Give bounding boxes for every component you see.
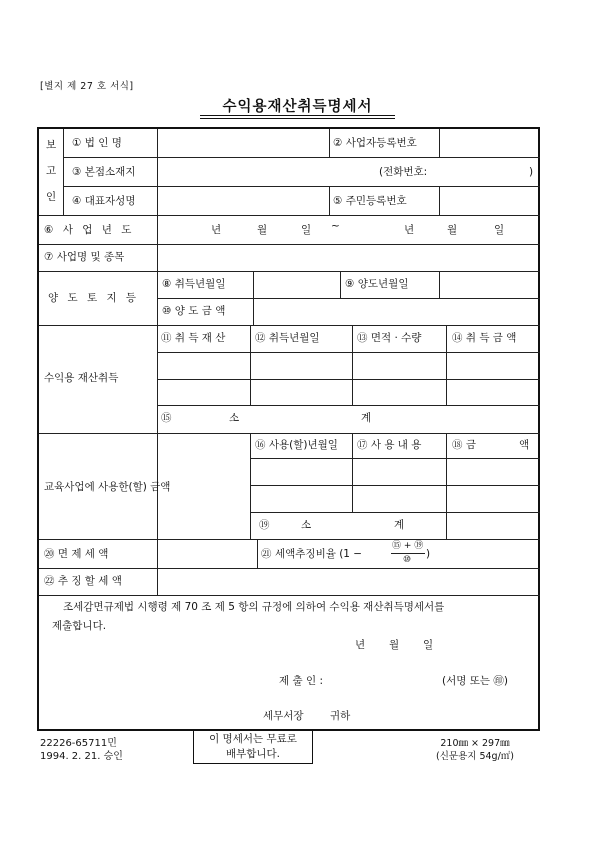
business-type-field[interactable] bbox=[158, 245, 538, 270]
free-distribution-notice bbox=[193, 730, 313, 764]
transfer-amount-field[interactable] bbox=[254, 299, 539, 324]
reporter-group-label: 고 bbox=[46, 165, 57, 177]
date-day: 일 bbox=[423, 639, 434, 651]
reporter-group-label: 인 bbox=[46, 191, 57, 203]
header-acquired-property: ⑪ 취 득 재 산 bbox=[161, 332, 226, 344]
date-month: 월 bbox=[389, 639, 400, 651]
biz-reg-field[interactable] bbox=[440, 130, 539, 156]
form-code bbox=[40, 737, 123, 763]
use-subtotal-field[interactable] bbox=[447, 513, 539, 538]
resident-no-field[interactable] bbox=[440, 188, 539, 214]
header-acquisition-date: ⑫ 취득년월일 bbox=[255, 332, 320, 344]
paper-type: (신문용지 54g/㎡) bbox=[436, 751, 514, 762]
use-date-field[interactable] bbox=[251, 459, 351, 484]
biz-reg-label: ② 사업자등록번호 bbox=[333, 137, 417, 149]
submitter-field[interactable] bbox=[339, 671, 437, 691]
use-content-field[interactable] bbox=[353, 459, 445, 484]
notice-line: 배부합니다. bbox=[225, 748, 281, 760]
header-acquisition-amount: ⑭ 취 득 금 액 bbox=[452, 332, 517, 344]
tax-office-label: 세무서장 bbox=[263, 710, 304, 722]
header-use-content: ⑰ 사 용 내 용 bbox=[357, 439, 422, 451]
business-type-label: ⑦ 사업명 및 종목 bbox=[44, 251, 125, 263]
header-amount-suffix: 액 bbox=[519, 439, 530, 451]
resident-no-label: ⑤ 주민등록번호 bbox=[333, 195, 407, 207]
ratio-denominator: ⑩ bbox=[403, 555, 412, 565]
acquisition-amount-field[interactable] bbox=[447, 353, 539, 378]
property-acquisition-label: 수익용 재산취득 bbox=[44, 372, 119, 384]
rep-name-label: ④ 대표자성명 bbox=[72, 195, 136, 207]
title-underline bbox=[200, 118, 395, 119]
statement-text: 조세감면규제법 시행령 제 70 조 제 5 항의 규정에 의하여 수익용 재산취득명세서를 bbox=[63, 601, 445, 613]
subtotal-label: 계 bbox=[361, 412, 372, 424]
header-area-quantity: ⑬ 면적 · 수량 bbox=[357, 332, 422, 344]
collection-tax-label: ㉒ 추 징 할 세 액 bbox=[44, 575, 122, 587]
form-table bbox=[37, 127, 540, 731]
reporter-group-label: 보 bbox=[46, 139, 57, 151]
phone-close-paren: ) bbox=[529, 166, 534, 178]
acquisition-date-field[interactable] bbox=[251, 353, 351, 378]
ratio-close-paren: ) bbox=[426, 548, 431, 560]
subtotal-mark: ⑲ bbox=[259, 519, 270, 531]
ratio-numerator: ⑮ + ⑲ bbox=[392, 541, 424, 551]
collection-tax-field[interactable] bbox=[158, 569, 538, 594]
header-amount: ⑱ 금 bbox=[452, 439, 476, 451]
transfer-date-label: ⑨ 양도년월일 bbox=[345, 278, 409, 290]
ratio-mark: ㉑ bbox=[261, 548, 272, 560]
exempt-tax-field[interactable] bbox=[158, 540, 256, 567]
paper-spec bbox=[410, 737, 540, 763]
subtotal-label: 소 bbox=[301, 519, 312, 531]
acquired-property-field[interactable] bbox=[158, 353, 249, 378]
month-unit: 월 bbox=[447, 224, 458, 236]
date-year: 년 bbox=[355, 639, 366, 651]
statement-text: 제출합니다. bbox=[52, 620, 107, 632]
year-unit: 년 bbox=[404, 224, 415, 236]
acq-date-label: ⑧ 취득년월일 bbox=[162, 278, 226, 290]
address-label: ③ 본점소재지 bbox=[72, 166, 136, 178]
honorific-label: 귀하 bbox=[330, 710, 351, 722]
phone-label: (전화번호: bbox=[379, 166, 428, 178]
transfer-date-field[interactable] bbox=[440, 272, 539, 297]
range-tilde: ~ bbox=[331, 220, 340, 232]
paper-size: 210㎜ × 297㎜ bbox=[440, 738, 510, 749]
education-use-label: 교육사업에 사용한(할) 금액 bbox=[44, 481, 171, 493]
header-use-date: ⑯ 사용(할)년월일 bbox=[255, 439, 338, 451]
address-field[interactable] bbox=[158, 159, 378, 185]
day-unit: 일 bbox=[301, 224, 312, 236]
notice-line: 이 명세서는 무료로 bbox=[209, 733, 297, 745]
area-quantity-field[interactable] bbox=[353, 353, 445, 378]
month-unit: 월 bbox=[257, 224, 268, 236]
business-year-label: ⑥ 사 업 년 도 bbox=[44, 224, 135, 236]
collection-ratio-field[interactable] bbox=[441, 540, 539, 567]
approval-date: 1994. 2. 21. 승인 bbox=[40, 751, 123, 762]
form-code-number: 22226-65711민 bbox=[40, 738, 117, 749]
corp-name-field[interactable] bbox=[158, 130, 328, 156]
page-title: 수익용재산취득명세서 bbox=[222, 99, 373, 115]
year-unit: 년 bbox=[211, 224, 222, 236]
exempt-tax-label: ⑳ 면 제 세 액 bbox=[44, 548, 109, 560]
transfer-amount-label: ⑩ 양 도 금 액 bbox=[162, 305, 226, 317]
use-amount-field[interactable] bbox=[447, 459, 539, 484]
acq-date-field[interactable] bbox=[254, 272, 339, 297]
subtotal-mark: ⑮ bbox=[161, 412, 172, 424]
collection-ratio-label: 세액추징비율 (1 − bbox=[275, 548, 363, 560]
land-transfer-label: 양 도 토 지 등 bbox=[48, 292, 140, 304]
acquisition-subtotal-field[interactable] bbox=[447, 406, 539, 432]
title-underline bbox=[200, 115, 395, 116]
rep-name-field[interactable] bbox=[158, 188, 328, 214]
subtotal-label: 소 bbox=[229, 412, 240, 424]
day-unit: 일 bbox=[494, 224, 505, 236]
signature-label: (서명 또는 ㊞) bbox=[442, 675, 508, 687]
form-number-label: [별지 제 27 호 서식] bbox=[40, 81, 134, 92]
subtotal-label: 계 bbox=[394, 519, 405, 531]
submitter-label: 제 출 인 : bbox=[279, 675, 323, 687]
corp-name-label: ① 법 인 명 bbox=[72, 137, 122, 149]
